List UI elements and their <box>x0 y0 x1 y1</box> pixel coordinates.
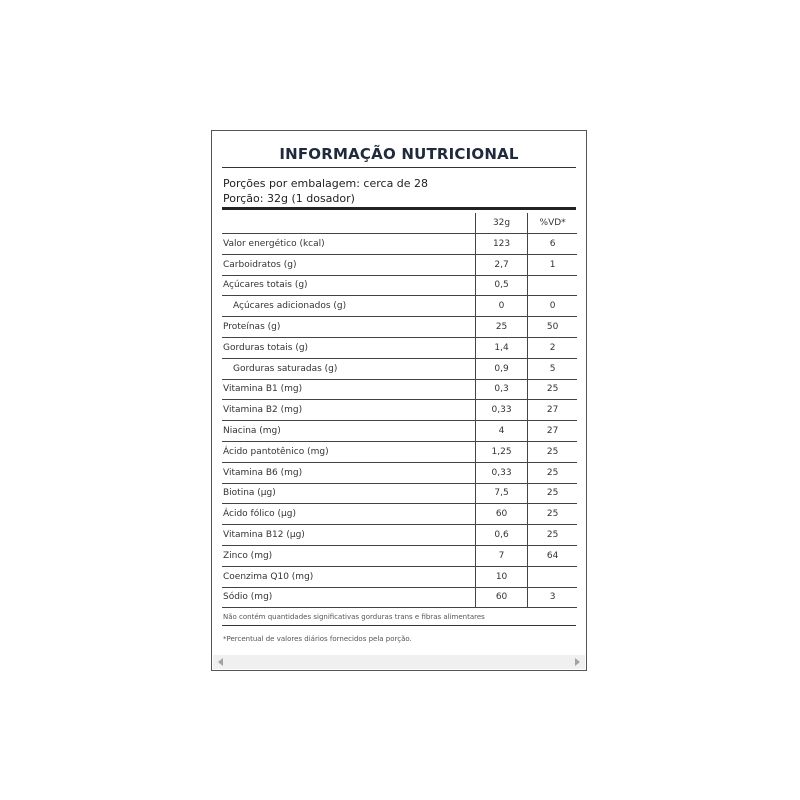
table-row <box>222 275 577 296</box>
table-row <box>222 317 577 338</box>
nutrient-daily-value: 25 <box>528 462 577 483</box>
nutrient-name: Gorduras totais (g) <box>222 337 475 358</box>
nutrient-portion-value: 60 <box>475 587 527 608</box>
nutrient-daily-value: 27 <box>528 400 577 421</box>
serving-info <box>223 176 428 206</box>
table-row <box>222 296 577 317</box>
nutrient-name: Açúcares totais (g) <box>222 275 475 296</box>
table-row <box>222 504 577 525</box>
nutrient-name: Valor energético (kcal) <box>222 234 475 255</box>
nutrient-daily-value <box>528 566 577 587</box>
nutrient-daily-value: 2 <box>528 337 577 358</box>
nutrient-portion-value: 0,9 <box>475 358 527 379</box>
nutrient-daily-value: 64 <box>528 545 577 566</box>
nutrient-daily-value <box>528 275 577 296</box>
not-significant-note: Não contém quantidades significativas gorduras trans e fibras alimentares <box>223 613 485 621</box>
nutrient-name: Vitamina B2 (mg) <box>222 400 475 421</box>
table-row <box>222 337 577 358</box>
nutrition-facts-panel <box>211 130 587 671</box>
nutrient-daily-value: 1 <box>528 254 577 275</box>
table-row <box>222 483 577 504</box>
nutrient-portion-value: 1,4 <box>475 337 527 358</box>
nutrient-daily-value: 27 <box>528 421 577 442</box>
table-row <box>222 587 577 608</box>
serving-divider <box>222 207 576 210</box>
nutrient-name: Gorduras saturadas (g) <box>222 358 475 379</box>
arrow-right-icon[interactable] <box>575 658 580 666</box>
table-row <box>222 545 577 566</box>
nutrient-daily-value: 25 <box>528 379 577 400</box>
horizontal-scrollbar[interactable] <box>213 655 585 669</box>
dv-footnote: *Percentual de valores diários fornecidos pela porção. <box>223 635 412 643</box>
nutrient-portion-value: 10 <box>475 566 527 587</box>
nutrient-name: Vitamina B12 (µg) <box>222 525 475 546</box>
table-row <box>222 421 577 442</box>
nutrient-portion-value: 123 <box>475 234 527 255</box>
nutrient-daily-value: 6 <box>528 234 577 255</box>
nutrient-daily-value: 25 <box>528 483 577 504</box>
nutrient-daily-value: 25 <box>528 441 577 462</box>
nutrient-portion-value: 0,6 <box>475 525 527 546</box>
nutrient-name: Sódio (mg) <box>222 587 475 608</box>
servings-per-package: Porções por embalagem: cerca de 28 <box>223 177 429 190</box>
nutrient-name: Biotina (µg) <box>222 483 475 504</box>
nutrient-portion-value: 25 <box>475 317 527 338</box>
column-header-nutrient <box>222 213 475 234</box>
nutrient-portion-value: 2,7 <box>475 254 527 275</box>
nutrient-portion-value: 0,3 <box>475 379 527 400</box>
table-row <box>222 566 577 587</box>
nutrient-portion-value: 4 <box>475 421 527 442</box>
column-header-portion: 32g <box>475 213 527 234</box>
table-row <box>222 400 577 421</box>
serving-size: Porção: 32g (1 dosador) <box>223 192 355 205</box>
arrow-left-icon[interactable] <box>218 658 223 666</box>
table-row <box>222 379 577 400</box>
table-header-row <box>222 213 577 234</box>
nutrient-daily-value: 5 <box>528 358 577 379</box>
nutrient-name: Ácido fólico (µg) <box>222 504 475 525</box>
nutrient-portion-value: 0,5 <box>475 275 527 296</box>
title-divider <box>222 167 576 168</box>
nutrient-daily-value: 0 <box>528 296 577 317</box>
nutrient-name: Vitamina B6 (mg) <box>222 462 475 483</box>
nutrient-name: Carboidratos (g) <box>222 254 475 275</box>
nutrient-name: Ácido pantotênico (mg) <box>222 441 475 462</box>
nutrient-portion-value: 1,25 <box>475 441 527 462</box>
table-row <box>222 525 577 546</box>
nutrition-table-body <box>222 234 577 608</box>
nutrient-name: Niacina (mg) <box>222 421 475 442</box>
nutrient-daily-value: 25 <box>528 525 577 546</box>
nutrition-table <box>222 213 577 608</box>
table-row <box>222 441 577 462</box>
table-row <box>222 462 577 483</box>
nutrient-name: Zinco (mg) <box>222 545 475 566</box>
nutrient-portion-value: 0,33 <box>475 462 527 483</box>
nutrient-portion-value: 0 <box>475 296 527 317</box>
nutrient-daily-value: 50 <box>528 317 577 338</box>
nutrient-portion-value: 7,5 <box>475 483 527 504</box>
column-header-dv: %VD* <box>528 213 577 234</box>
nutrient-portion-value: 7 <box>475 545 527 566</box>
table-row <box>222 254 577 275</box>
nutrition-title: INFORMAÇÃO NUTRICIONAL <box>279 145 519 163</box>
nutrient-portion-value: 0,33 <box>475 400 527 421</box>
nutrient-name: Açúcares adicionados (g) <box>222 296 475 317</box>
nutrient-portion-value: 60 <box>475 504 527 525</box>
nutrient-name: Vitamina B1 (mg) <box>222 379 475 400</box>
table-row <box>222 234 577 255</box>
nutrient-daily-value: 25 <box>528 504 577 525</box>
nutrient-name: Coenzima Q10 (mg) <box>222 566 475 587</box>
nutrient-daily-value: 3 <box>528 587 577 608</box>
table-row <box>222 358 577 379</box>
nutrient-name: Proteínas (g) <box>222 317 475 338</box>
notes-divider <box>222 625 576 626</box>
